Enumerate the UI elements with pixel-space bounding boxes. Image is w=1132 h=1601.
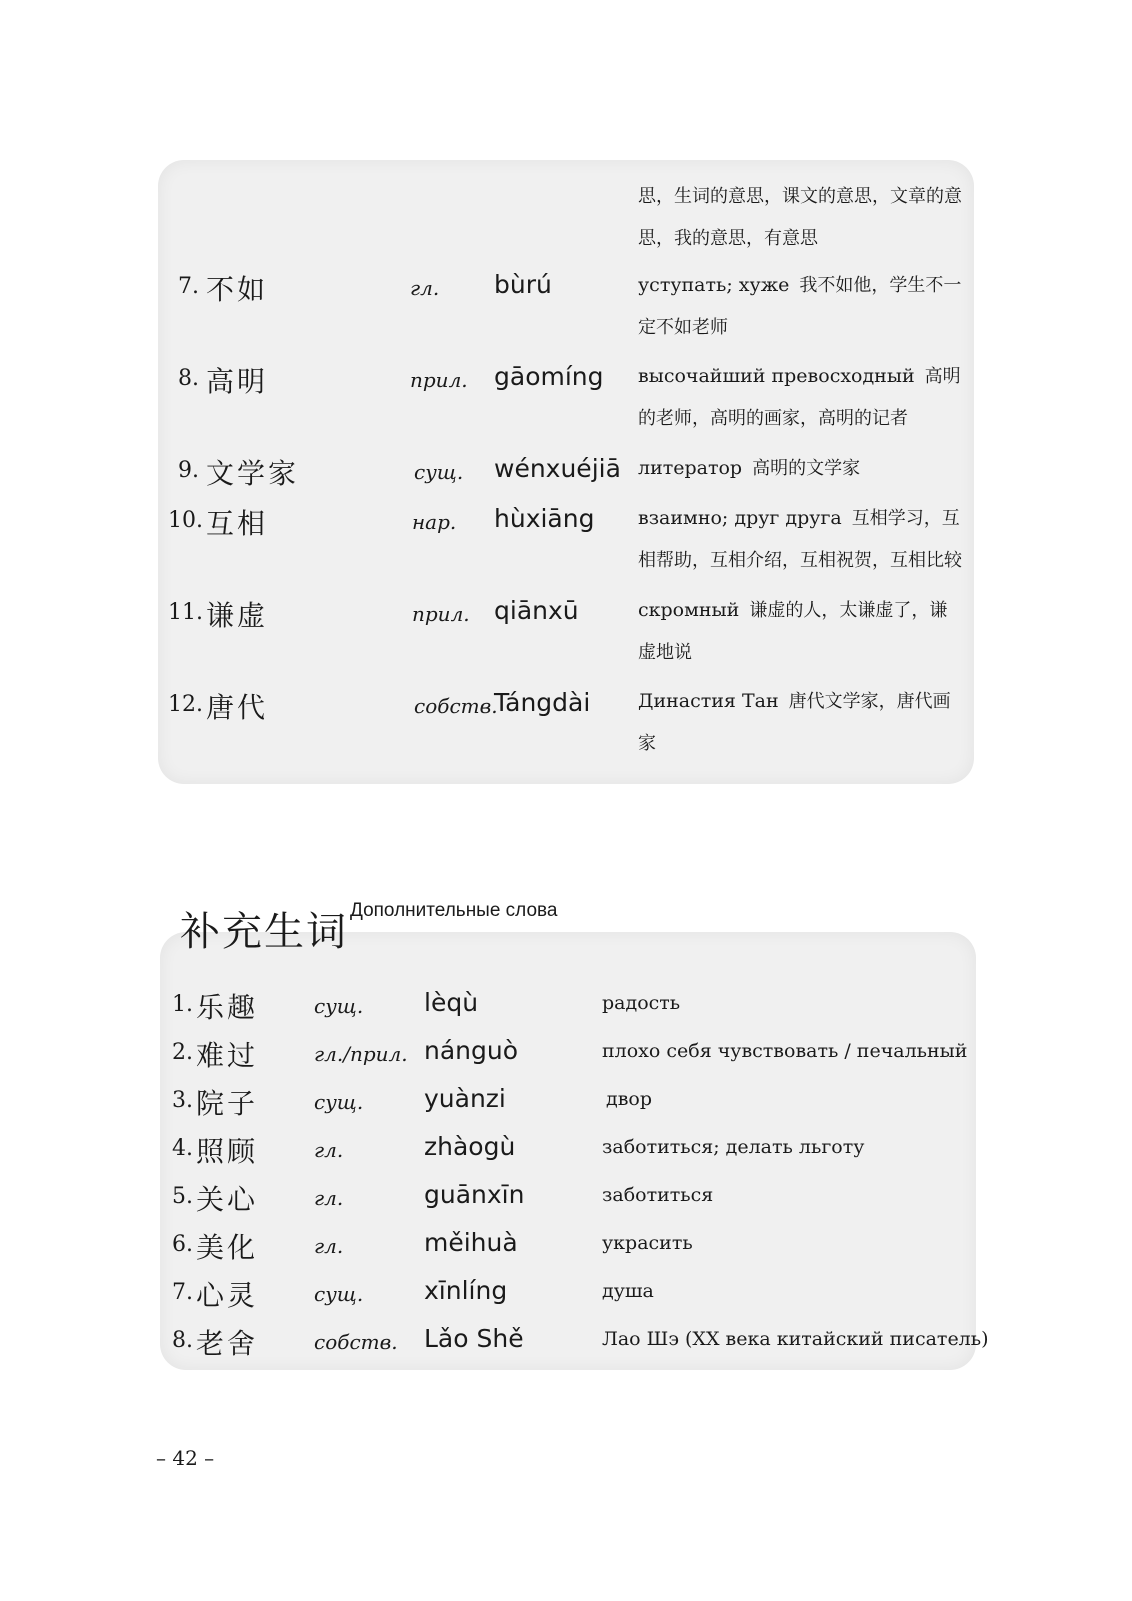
- supplement-russian: душа: [602, 1280, 654, 1302]
- vocab-examples: 高明的老师，高明的画家，高明的记者: [638, 366, 961, 429]
- supplement-number: 6.: [172, 1232, 193, 1257]
- supplement-hanzi: 乐趣: [196, 991, 259, 1024]
- supplement-number: 3.: [172, 1088, 193, 1113]
- supplement-pinyin: guānxīn: [424, 1180, 525, 1209]
- section-subtitle: Дополнительные слова: [350, 900, 558, 921]
- vocab-examples: 唐代文学家，唐代画家: [638, 691, 951, 754]
- supplement-pinyin: Lǎo Shě: [424, 1324, 524, 1353]
- vocab-russian: уступать; хуже: [638, 274, 790, 296]
- supplement-russian: Лао Шэ (XX века китайский писатель): [602, 1328, 989, 1350]
- supplement-number: 8.: [172, 1328, 193, 1353]
- vocab-definition: [638, 680, 964, 765]
- supplement-pinyin: xīnlíng: [424, 1276, 508, 1305]
- vocab-examples: 高明的文学家: [752, 458, 861, 479]
- supplement-russian: украсить: [602, 1232, 693, 1254]
- vocab-pos: нар.: [412, 510, 457, 534]
- supplement-hanzi: 心灵: [196, 1279, 259, 1312]
- supplement-pinyin: zhàogù: [424, 1132, 516, 1161]
- vocab-definition: [638, 447, 964, 490]
- supplement-pos: гл.: [314, 1234, 344, 1258]
- supplement-pos: сущ.: [314, 1090, 364, 1114]
- page-number: – 42 –: [156, 1446, 215, 1470]
- supplement-pos: сущ.: [314, 1282, 364, 1306]
- vocab-russian: Династия Тан: [638, 690, 779, 712]
- supplement-hanzi: 老舍: [196, 1327, 259, 1360]
- section-title: 补充生词: [180, 909, 348, 955]
- vocab-hanzi: 唐代: [206, 691, 269, 724]
- supplement-pinyin: yuànzi: [424, 1084, 506, 1113]
- continuation-text: [638, 176, 964, 260]
- supplement-hanzi: 院子: [196, 1087, 259, 1120]
- vocab-russian: скромный: [638, 599, 740, 621]
- vocab-hanzi: 不如: [206, 273, 269, 306]
- vocab-pinyin: bùrú: [494, 270, 552, 299]
- vocab-pos: гл.: [410, 276, 440, 300]
- supplement-number: 1.: [172, 992, 193, 1017]
- supplement-pos: собств.: [314, 1330, 398, 1354]
- supplement-hanzi: 关心: [196, 1183, 259, 1216]
- supplement-pos: сущ.: [314, 994, 364, 1018]
- vocab-pinyin: Tángdài: [494, 688, 591, 717]
- vocab-russian: взаимно; друг друга: [638, 507, 842, 529]
- supplement-number: 2.: [172, 1040, 193, 1065]
- vocab-number: 11.: [168, 600, 203, 625]
- vocab-examples: 我不如他，学生不一定不如老师: [638, 275, 962, 338]
- vocab-definition: [638, 497, 964, 582]
- vocab-pinyin: hùxiāng: [494, 504, 595, 533]
- supplement-number: 5.: [172, 1184, 193, 1209]
- vocab-pos: прил.: [412, 602, 470, 626]
- vocab-definition: [638, 355, 964, 440]
- vocab-hanzi: 互相: [206, 507, 269, 540]
- supplement-pos: гл.: [314, 1138, 344, 1162]
- supplement-number: 4.: [172, 1136, 193, 1161]
- supplement-pinyin: lèqù: [424, 988, 479, 1017]
- vocab-hanzi: 文学家: [206, 457, 300, 490]
- supplement-number: 7.: [172, 1280, 193, 1305]
- vocab-russian: литератор: [638, 457, 743, 479]
- supplement-russian: радость: [602, 992, 681, 1014]
- supplement-pos: гл.: [314, 1186, 344, 1210]
- vocab-number: 7.: [178, 274, 199, 299]
- vocab-pinyin: qiānxū: [494, 596, 579, 625]
- vocab-number: 9.: [178, 458, 199, 483]
- vocab-pos: сущ.: [414, 460, 464, 484]
- supplement-pinyin: měihuà: [424, 1228, 518, 1257]
- vocab-pos: прил.: [410, 368, 468, 392]
- supplement-hanzi: 照顾: [196, 1135, 259, 1168]
- supplement-russian: плохо себя чувствовать / печальный: [602, 1040, 968, 1062]
- vocab-pos: собств.: [414, 694, 498, 718]
- vocab-definition: [638, 589, 964, 674]
- vocab-pinyin: gāomíng: [494, 362, 604, 391]
- supplement-russian: заботиться; делать льготу: [602, 1136, 865, 1158]
- supplement-pinyin: nánguò: [424, 1036, 519, 1065]
- supplement-russian: заботиться: [602, 1184, 714, 1206]
- vocab-russian: высочайший превосходный: [638, 365, 915, 387]
- supplement-hanzi: 美化: [196, 1231, 259, 1264]
- supplement-hanzi: 难过: [196, 1039, 259, 1072]
- supplement-pos: гл./прил.: [314, 1042, 408, 1066]
- continuation-line: 思，生词的意思，课文的意思，文章的意: [638, 186, 962, 207]
- continuation-line: 思，我的意思，有意思: [638, 228, 818, 249]
- vocab-pinyin: wénxuéjiā: [494, 454, 621, 483]
- vocab-examples: 互相学习，互相帮助，互相介绍，互相祝贺，互相比较: [638, 508, 962, 571]
- vocab-definition: [638, 264, 964, 349]
- vocab-examples: 谦虚的人，太谦虚了，谦虚地说: [638, 600, 948, 663]
- vocab-hanzi: 谦虚: [206, 599, 269, 632]
- vocab-number: 8.: [178, 366, 199, 391]
- supplement-russian: двор: [606, 1088, 652, 1110]
- vocab-hanzi: 高明: [206, 365, 269, 398]
- vocab-number: 10.: [168, 508, 203, 533]
- vocab-number: 12.: [168, 692, 203, 717]
